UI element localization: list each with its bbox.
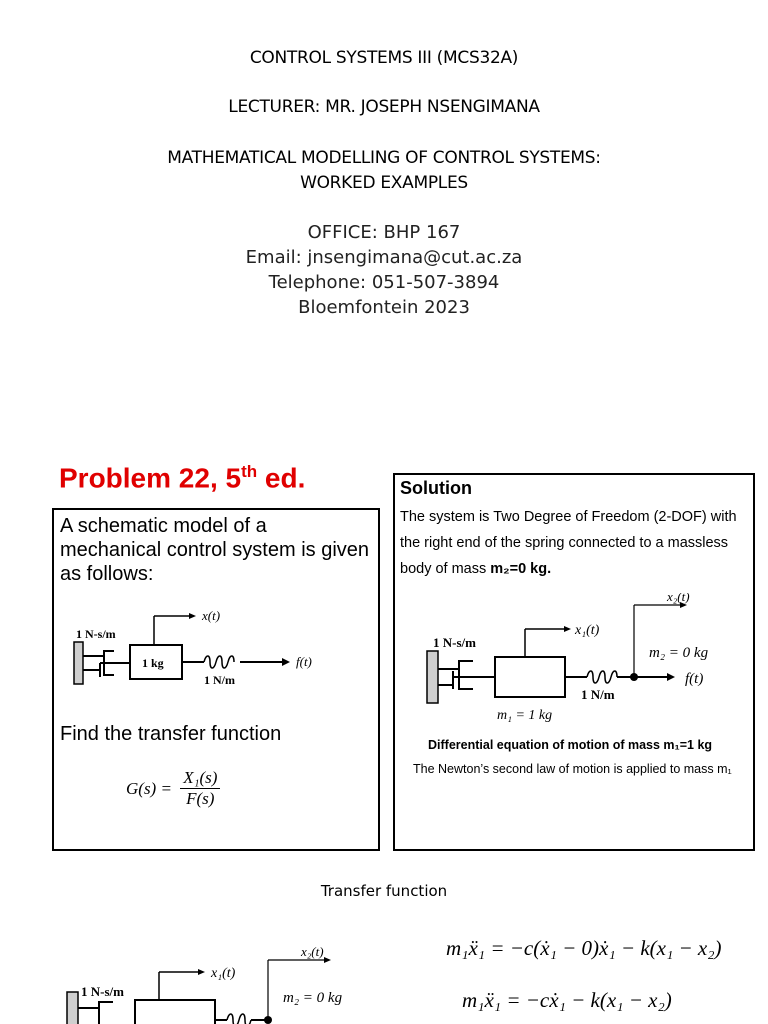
- x1-label: x₁(t): [211, 966, 236, 981]
- transfer-heading: Transfer function: [320, 882, 448, 900]
- damper-label: 1 N-s/m: [433, 635, 476, 650]
- equation-2: m₁ẍ₁ = −cẋ₁ − k(x₁ − x₂): [462, 988, 672, 1012]
- problem-box: [52, 508, 380, 851]
- m1-label: m₁ = 1 kg: [497, 708, 553, 723]
- spring-label: 1 N/m: [204, 673, 235, 687]
- x2-label: x₂(t): [667, 593, 690, 604]
- transfer-function-formula: G(s) = $\frac{\text{X₁(s)}}{F(s)}$: [126, 768, 220, 809]
- transfer-mechanical-diagram: [55, 938, 375, 1024]
- office-text: OFFICE: BHP 167: [307, 222, 461, 243]
- x1-label: x₁(t): [575, 623, 600, 638]
- problem-title: Problem 22, 5th ed.: [59, 462, 306, 494]
- course-title: CONTROL SYSTEMS III (MCS32A): [249, 48, 519, 68]
- telephone-text: Telephone: 051-507-3894: [268, 272, 500, 293]
- topic-line-1: MATHEMATICAL MODELLING OF CONTROL SYSTEMS:: [167, 148, 601, 168]
- find-text: Find the transfer function: [60, 723, 282, 745]
- contact-block: [0, 220, 768, 320]
- newton-text: The Newton’s second law of motion is applied to mass m₁: [413, 762, 732, 776]
- topic-line-2: WORKED EXAMPLES: [300, 173, 468, 193]
- force-label: f(t): [296, 654, 312, 669]
- email-text: Email: jnsengimana@cut.ac.za: [245, 247, 523, 268]
- diff-eq-heading: Differential equation of motion of mass m₁=1 kg: [428, 738, 713, 752]
- damper-label: 1 N-s/m: [76, 627, 116, 641]
- force-label: f(t): [685, 671, 704, 687]
- solution-text: The system is Two Degree of Freedom (2-DOF) with the right end of the spring connected to a massless body of mass m₂=0 kg.: [400, 509, 737, 577]
- spring-label: 1 N/m: [581, 687, 615, 702]
- location-text: Bloemfontein 2023: [298, 297, 470, 318]
- x-label: x(t): [202, 608, 221, 623]
- solution-box: [393, 473, 755, 851]
- equation-1: m₁ẍ₁ = −c(ẋ₁ − 0)ẋ₁ − k(x₁ − x₂): [446, 936, 722, 960]
- x2-label: x₂(t): [301, 944, 324, 959]
- m2-label: m₂ = 0 kg: [649, 645, 709, 661]
- mass-label: 1 kg: [142, 656, 164, 670]
- problem-description: A schematic model of a mechanical control system is given as follows:: [60, 515, 370, 585]
- solution-title: Solution: [400, 478, 472, 498]
- m2-label: m₂ = 0 kg: [283, 990, 343, 1006]
- problem-mechanical-diagram: [64, 604, 354, 694]
- solution-mechanical-diagram: [415, 593, 745, 723]
- lecturer-line: LECTURER: MR. JOSEPH NSENGIMANA: [228, 97, 540, 117]
- damper-label: 1 N-s/m: [81, 984, 124, 999]
